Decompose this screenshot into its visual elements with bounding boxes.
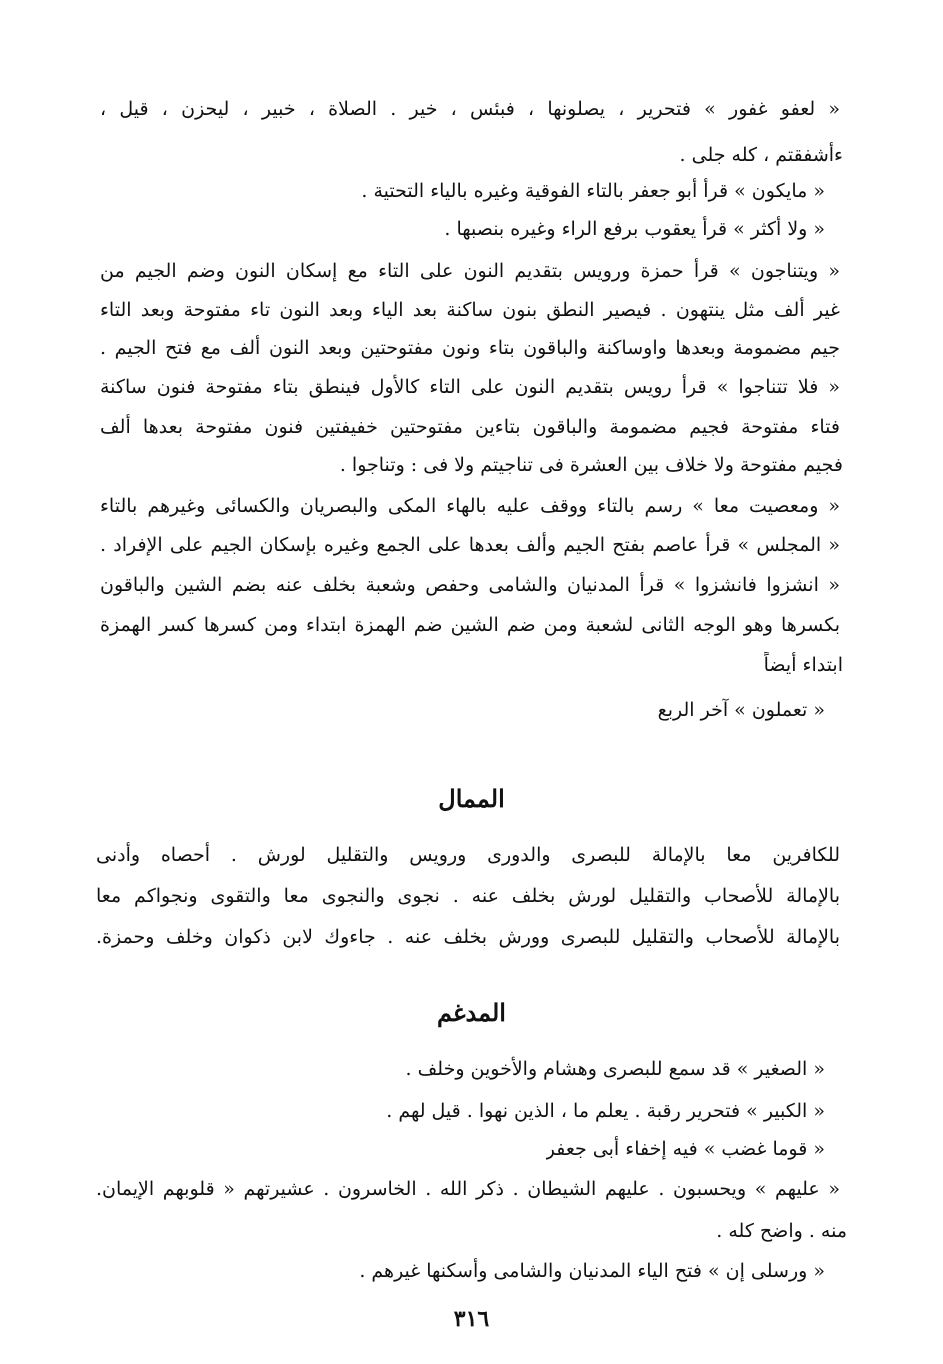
text-line: « لعفو غفور » فتحرير ، يصلونها ، فبئس ، خير . الصلاة ، خبير ، ليحزن ، قيل ، xyxy=(100,98,840,120)
text-line: « عليهم » ويحسبون . عليهم الشيطان . ذكر الله . الخاسرون . عشيرتهم « قلوبهم الإيمان. xyxy=(96,1178,840,1200)
text-line: « الكبير » فتحرير رقبة . يعلم ما ، الذين نهوا . قيل لهم . xyxy=(386,1100,825,1122)
text-line: « ويتناجون » قرأ حمزة ورويس بتقديم النون على التاء مع إسكان النون وضم الجيم من xyxy=(100,260,840,282)
text-line: « ورسلى إن » فتح الياء المدنيان والشامى وأسكنها غيرهم . xyxy=(359,1260,825,1282)
text-line: فتاء مفتوحة فجيم مضمومة والباقون بتاءين مفتوحتين خفيفتين فنون مفتوحة بعدها ألف xyxy=(100,416,840,438)
text-line: « ولا أكثر » قرأ يعقوب برفع الراء وغيره بنصبها . xyxy=(444,218,825,240)
section-heading-mudgham: المدغم xyxy=(437,998,506,1027)
text-line: بالإمالة للأصحاب والتقليل لورش بخلف عنه . نجوى والنجوى معا والتقوى ونجواكم معا xyxy=(96,885,840,907)
text-line: منه . واضح كله . xyxy=(716,1220,847,1242)
text-line: بالإمالة للأصحاب والتقليل للبصرى وورش بخلف عنه . جاءوك لابن ذكوان وخلف وحمزة. xyxy=(96,926,840,948)
text-line: ءأشفقتم ، كله جلى . xyxy=(679,144,843,166)
text-line: « فلا تتناجوا » قرأ رويس بتقديم النون على التاء كالأول فينطق بتاء مفتوحة فنون ساكنة xyxy=(100,376,840,398)
text-line: « الصغير » قد سمع للبصرى وهشام والأخوين وخلف . xyxy=(405,1058,825,1080)
text-line: بكسرها وهو الوجه الثانى لشعبة ومن ضم الشين ضم الهمزة ابتداء ومن كسرها كسر الهمزة xyxy=(100,614,840,636)
page-number: ٣١٦ xyxy=(453,1306,490,1332)
text-line: « ومعصيت معا » رسم بالتاء ووقف عليه بالهاء المكى والبصريان والكسائى وغيرهم بالتاء xyxy=(100,495,840,517)
text-line: « مايكون » قرأ أبو جعفر بالتاء الفوقية وغيره بالياء التحتية . xyxy=(361,180,825,202)
text-line: « المجلس » قرأ عاصم بفتح الجيم وألف بعدها على الجمع وغيره بإسكان الجيم على الإفراد . xyxy=(100,534,840,556)
text-line: ابتداء أيضاً xyxy=(763,654,843,676)
text-line: فجيم مفتوحة ولا خلاف بين العشرة فى تناجيتم ولا فى : وتناجوا . xyxy=(339,454,843,476)
text-line: جيم مضمومة وبعدها واوساكنة والباقون بتاء ونون مفتوحتين وبعد النون ألف مع فتح الجيم . xyxy=(100,337,840,359)
text-line: للكافرين معا بالإمالة للبصرى والدورى ورويس والتقليل لورش . أحصاه وأدنى xyxy=(96,844,840,866)
text-line: « تعملون » آخر الربع xyxy=(657,699,825,721)
text-line: غير ألف مثل ينتهون . فيصير النطق بنون ساكنة بعد الياء وبعد النون تاء مفتوحة وبعد التاء xyxy=(100,299,840,321)
section-heading-mumal: الممال xyxy=(438,784,505,813)
text-line: « انشزوا فانشزوا » قرأ المدنيان والشامى وحفص وشعبة بخلف عنه بضم الشين والباقون xyxy=(100,574,840,596)
text-line: « قوما غضب » فيه إخفاء أبى جعفر xyxy=(545,1138,825,1160)
